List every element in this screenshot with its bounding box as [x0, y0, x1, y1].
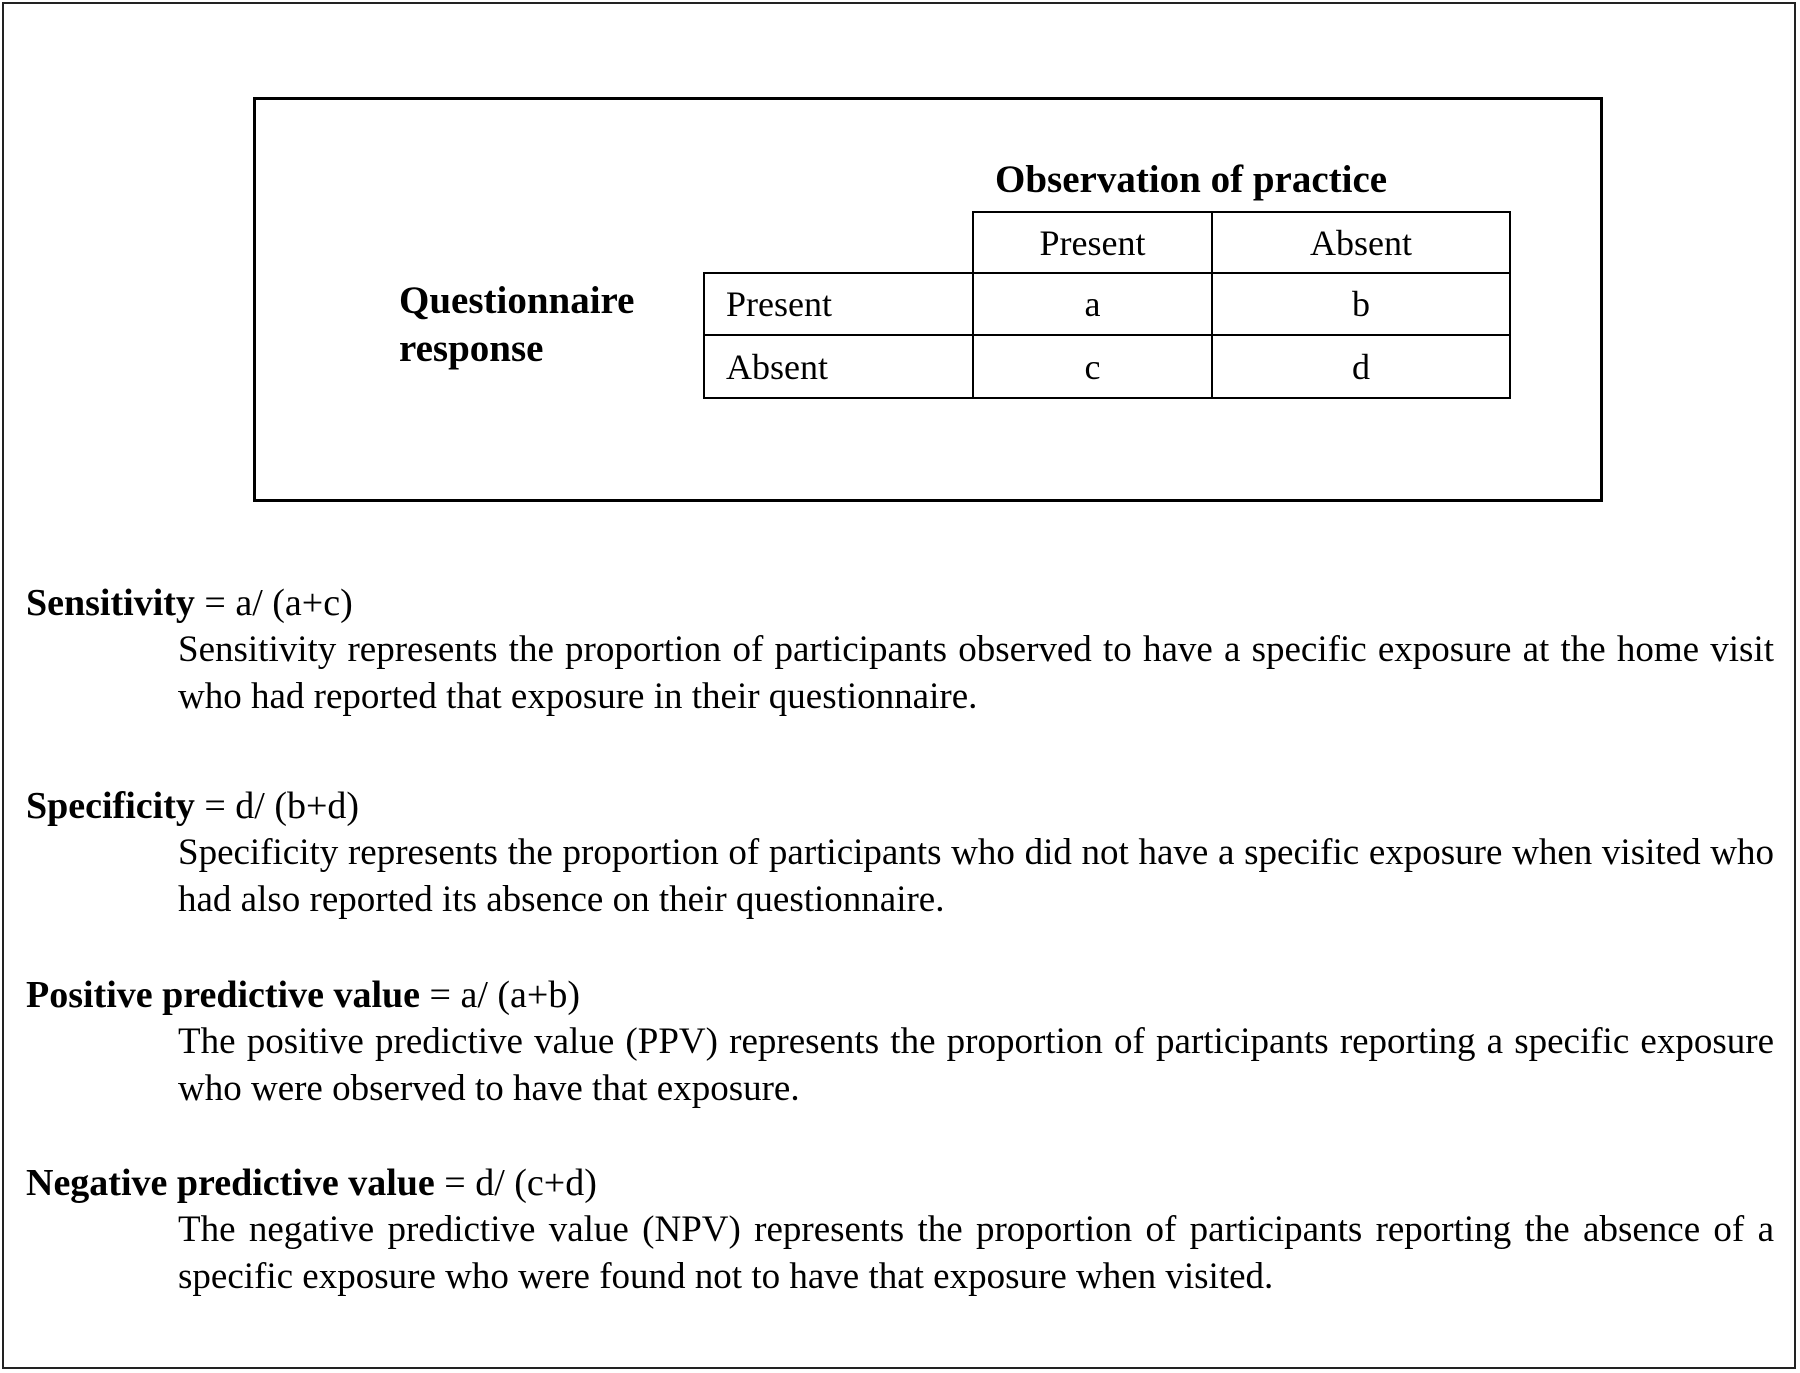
definition-npv [26, 1160, 1776, 1300]
definition-specificity [26, 783, 1776, 923]
definition-heading [26, 580, 1776, 626]
definition-ppv [26, 972, 1776, 1112]
definition-description: Specificity represents the proportion of participants who did not have a specific exposure when visited who had also reported its absence on their questionnaire. [178, 832, 1774, 920]
observation-header: Observation of practice [995, 158, 1388, 201]
row-label-absent: Absent [703, 334, 974, 399]
definition-heading [26, 972, 1776, 1018]
definition-term: Sensitivity [26, 582, 195, 624]
definition-formula: = d/ (c+d) [444, 1162, 597, 1204]
questionnaire-header: Questionnaire response [399, 279, 635, 370]
definition-formula: = a/ (a+c) [204, 582, 353, 624]
cell-d: d [1211, 334, 1511, 399]
cell-a: a [972, 272, 1213, 336]
definition-description: The negative predictive value (NPV) represents the proportion of participants reporting the absence of a specific exposure who were found not to have that exposure when visited. [178, 1209, 1774, 1297]
cell-c: c [972, 334, 1213, 399]
cell-b: b [1211, 272, 1511, 336]
col-header-present: Present [972, 211, 1213, 274]
definition-sensitivity [26, 580, 1776, 720]
definition-description: The positive predictive value (PPV) represents the proportion of participants reporting a specific exposure who were observed to have that exposure. [178, 1021, 1774, 1109]
definition-formula: = d/ (b+d) [204, 785, 360, 827]
definition-term: Positive predictive value [26, 974, 421, 1016]
definition-heading [26, 1160, 1776, 1206]
definition-term: Specificity [26, 785, 195, 827]
row-label-present: Present [703, 272, 974, 336]
definition-description: Sensitivity represents the proportion of participants observed to have a specific exposure at the home visit who had reported that exposure in their questionnaire. [178, 629, 1774, 717]
definition-heading [26, 783, 1776, 829]
col-header-absent: Absent [1211, 211, 1511, 274]
definition-term: Negative predictive value [26, 1162, 435, 1204]
definition-formula: = a/ (a+b) [429, 974, 580, 1016]
